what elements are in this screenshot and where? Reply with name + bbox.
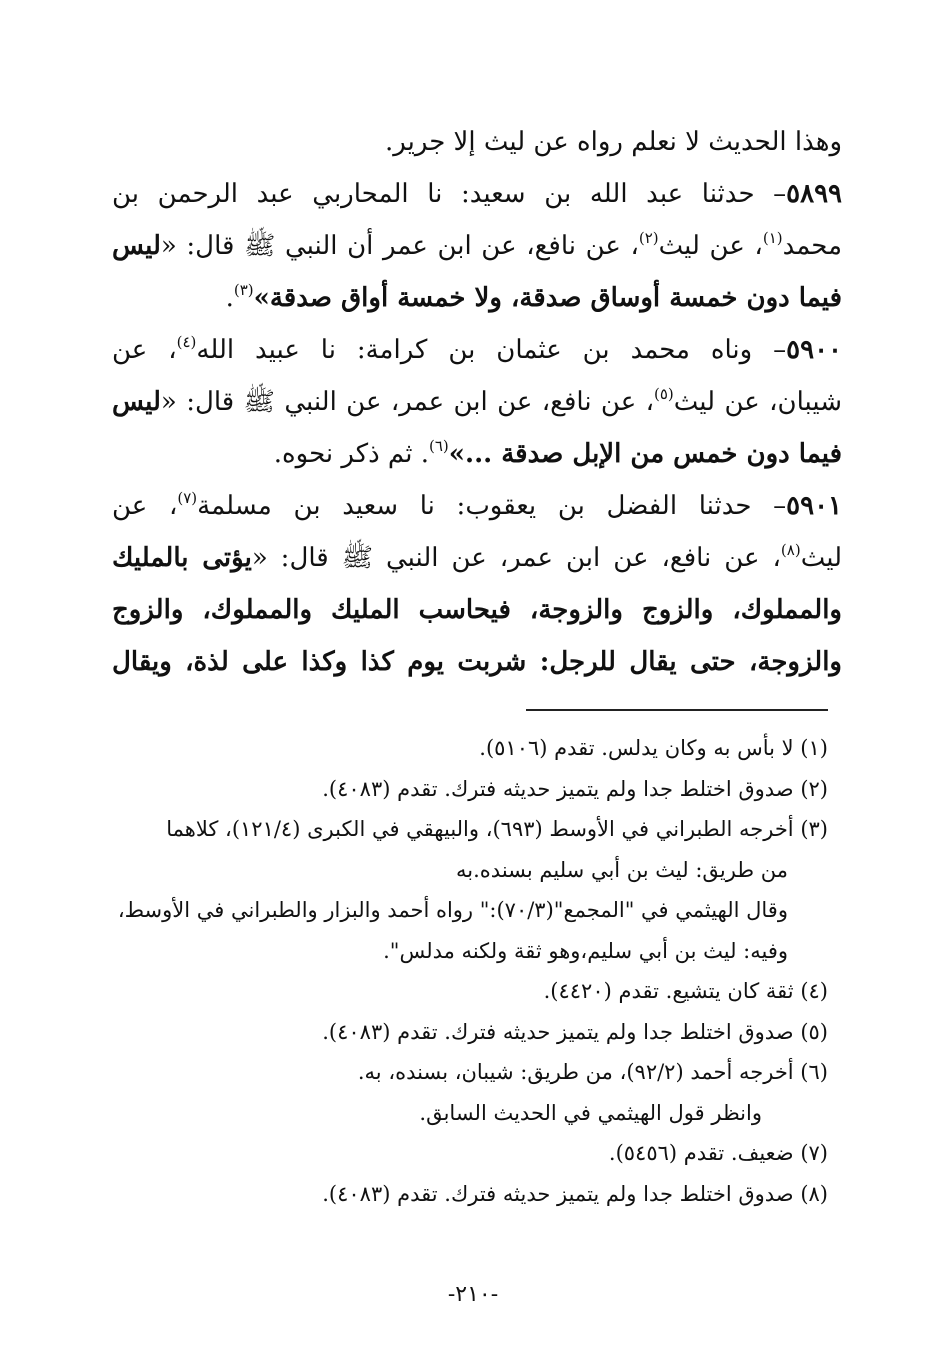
footnote: (٤) ثقة كان يتشيع. تقدم (٤٤٢٠). <box>543 979 828 1003</box>
footnote: (٢) صدوق اختلط جدا ولم يتميز حديثه فترك. تقدم (٤٠٨٣). <box>322 776 828 801</box>
hadith-5900-line: شيبان، عن ليث$^{(٥)}$، عن نافع، عن ابن عمر، عن النبي ﷺ قال: «ليس <box>112 385 842 417</box>
main-text <box>112 116 842 688</box>
hadith-5901-line: والمملوك، والزوج والزوجة، فيحاسب المليك والمملوك، والزوج <box>112 595 842 625</box>
footnote: (٦) أخرجه أحمد (٩٢/٢)، من طريق: شيبان، بسنده، به. <box>357 1060 828 1084</box>
footnote-separator <box>526 709 828 711</box>
footnote-continuation: وفيه: ليث بن أبي سليم،وهو ثقة ولكنه مدلس". <box>383 938 788 963</box>
hadith-number: ٥٩٠٠ <box>786 335 842 365</box>
text-line: وهذا الحديث لا نعلم رواه عن ليث إلا جرير. <box>385 127 842 157</box>
footnote: (٣) أخرجه الطبراني في الأوسط (٦٩٣)، والبيهقي في الكبرى (١٢١/٤)، كلاهما <box>166 817 828 841</box>
footnote: (٧) ضعيف. تقدم (٥٤٥٦). <box>608 1141 828 1165</box>
footnote-marker: (٤) <box>176 333 197 351</box>
hadith-number: ٥٨٩٩ <box>786 179 842 209</box>
hadith-5899-line: ٥٨٩٩– حدثنا عبد الله بن سعيد: نا المحاربي عبد الرحمن بن <box>112 179 842 209</box>
footnote-marker: (٨) <box>780 541 801 559</box>
hadith-5900-line: فيما دون خمس من الإبل صدقة ...»$^{(٦)}$. ثم ذكر نحوه. <box>273 437 842 469</box>
footnotes <box>100 728 828 1214</box>
footnote-marker: (٦) <box>429 437 449 455</box>
footnote-marker: (٢) <box>638 229 659 247</box>
footnote-continuation: وانظر قول الهيثمي في الحديث السابق. <box>419 1100 762 1125</box>
footnote: (٥) صدوق اختلط جدا ولم يتميز حديثه فترك. تقدم (٤٠٨٣). <box>322 1019 828 1044</box>
footnote: (٨) صدوق اختلط جدا ولم يتميز حديثه فترك. تقدم (٤٠٨٣). <box>322 1181 828 1206</box>
footnote-continuation: وقال الهيثمي في "المجمع"(٧٠/٣):" رواه أحمد والبزار والطبراني في الأوسط، <box>117 898 788 922</box>
hadith-number: ٥٩٠١ <box>786 491 842 521</box>
footnote-marker: (٣) <box>233 281 254 299</box>
footnote-marker: (٥) <box>654 385 674 403</box>
hadith-5901-line: والزوجة، حتى يقال للرجل: شربت يوم كذا وكذا على لذة، ويقال <box>112 647 842 677</box>
footnote-continuation: من طريق: ليث بن أبي سليم بسنده.به <box>456 857 788 882</box>
hadith-5899-line: فيما دون خمسة أوساق صدقة، ولا خمسة أواق صدقة»$^{(٣)}$. <box>225 281 842 313</box>
footnote-marker: (١) <box>762 229 783 247</box>
footnote-marker: (٧) <box>177 489 198 507</box>
hadith-5899-line: محمد$^{(١)}$، عن ليث$^{(٢)}$، عن نافع، عن ابن عمر أن النبي ﷺ قال: «ليس <box>112 229 842 261</box>
hadith-5901-line: ليث$^{(٨)}$، عن نافع، عن ابن عمر، عن النبي ﷺ قال: «يؤتى بالمليك <box>112 541 842 573</box>
page-number: -٢١٠- <box>447 1282 499 1307</box>
footnote: (١) لا بأس به وكان يدلس. تقدم (٥١٠٦). <box>479 736 828 760</box>
hadith-5900-line: ٥٩٠٠– وناه محمد بن عثمان بن كرامة: نا عبيد الله$^{(٤)}$، عن <box>112 333 842 365</box>
hadith-5901-line: ٥٩٠١– حدثنا الفضل بن يعقوب: نا سعيد بن مسلمة$^{(٧)}$، عن <box>112 489 842 521</box>
